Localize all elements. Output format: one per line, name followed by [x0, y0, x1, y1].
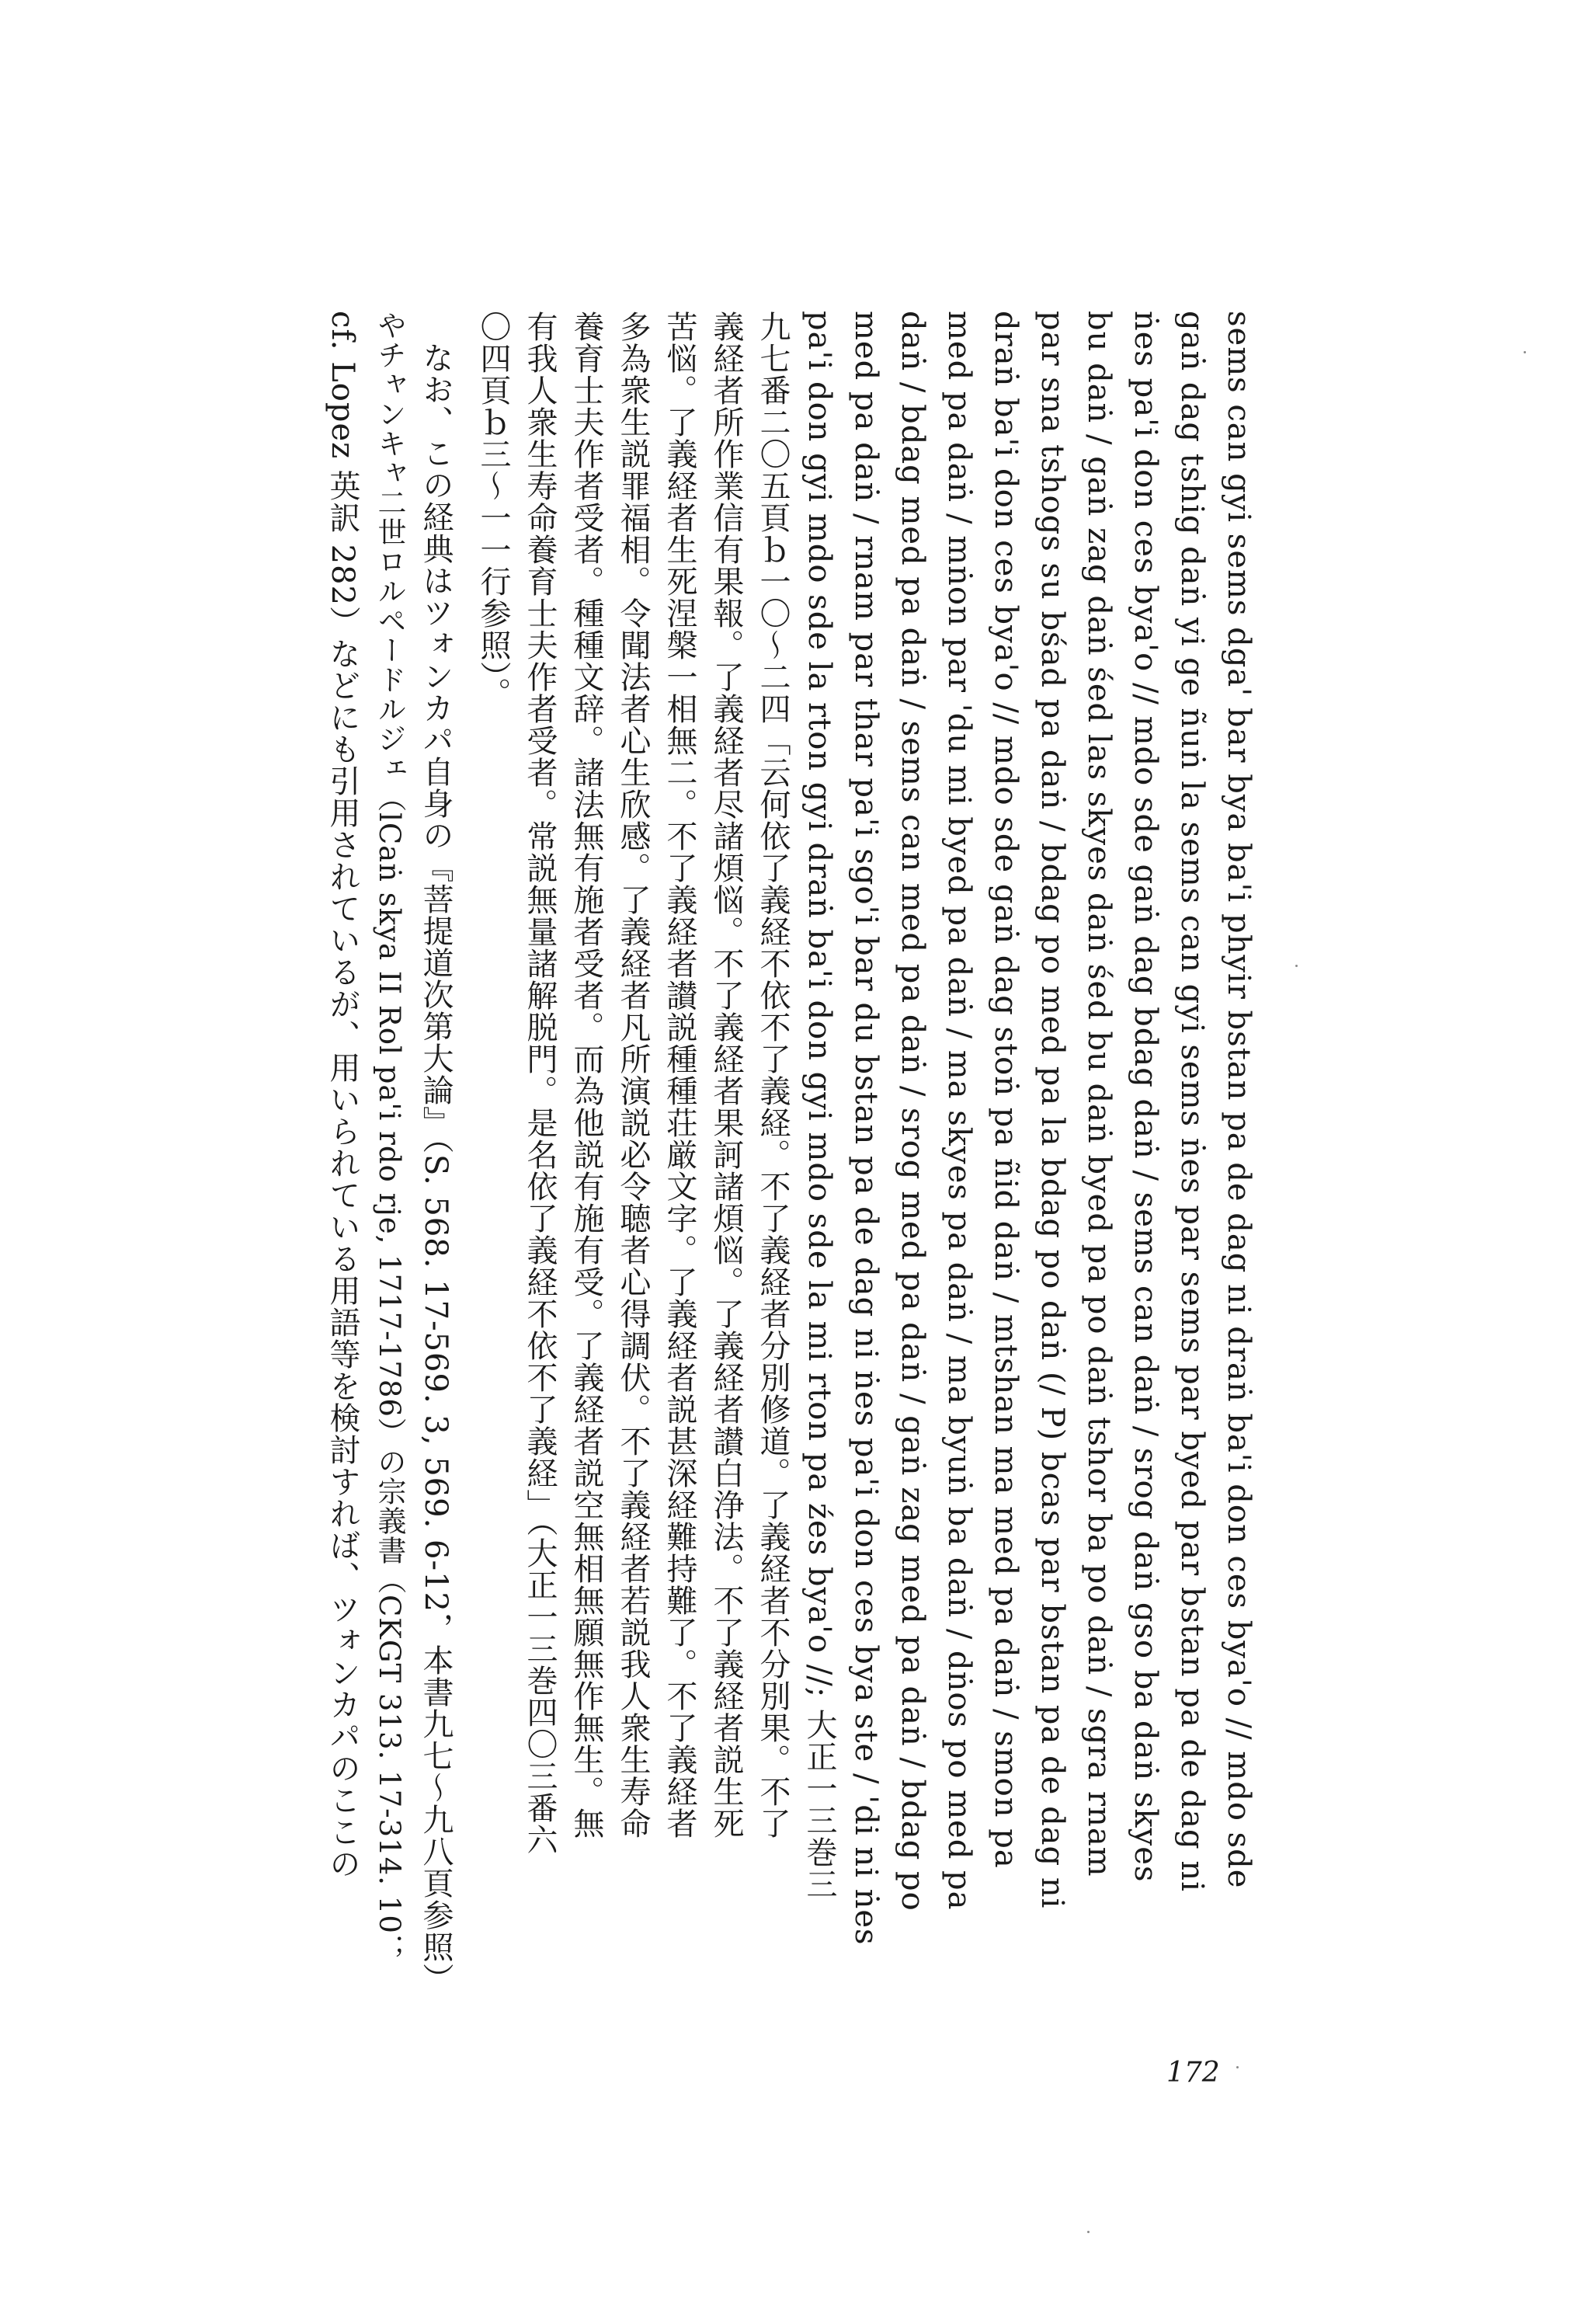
text-column: med pa daṅ / rnam par thar pa'i sgo'i bar du bstan pa de dag ni ṅes pa'i don ces bya ste / 'di ni ṅes: [848, 311, 884, 1946]
text-column: やチャンキャ二世ロルペードルジェ（lCaṅ skya II Rol pa'i rdo rje, 1717-1786）の宗義書（CKGT 313. 17-314. 10；: [373, 311, 406, 1964]
text-column: daṅ / bdag med pa daṅ / sems can med pa daṅ / srog med pa daṅ / gaṅ zag med pa daṅ / bdag po: [895, 311, 930, 1912]
scan-speck: [1295, 965, 1298, 967]
scan-speck: [1087, 2231, 1090, 2233]
page-number: 172: [1166, 2057, 1220, 2089]
text-column: pa'i don gyi mdo sde la rton gyi draṅ ba'i don gyi mdo sde la mi rton pa źes bya'o //; 大正一三巻三: [801, 311, 837, 1900]
text-column: 養育士夫作者受者。種種文辞。諸法無有施者受者。而為他説有施有受。了義経者説空無相無願無作無生。無: [568, 311, 604, 1839]
scan-speck: [1236, 2066, 1239, 2068]
text-column: 有我人衆生寿命養育士夫作者受者。常説無量諸解脱門。是名依了義経不依不了義経」（大正一三巻四〇三番六: [522, 311, 558, 1856]
text-column: 九七番二〇五頁ｂ一〇〜二四「云何依了義経不依不了義経。不了義経者分別修道。了義経者不分別果。不了: [755, 311, 791, 1839]
text-column: med pa daṅ / mṅon par 'du mi byed pa daṅ / ma skyes pa daṅ / ma byuṅ ba daṅ / dṅos po med pa: [941, 311, 977, 1911]
text-column: par sna tshogs su bśad pa daṅ / bdag po med pa la bdag po daṅ (/ P) bcas par bstan pa de dag ni: [1034, 311, 1070, 1909]
text-column: sems can gyi sems dga' bar bya ba'i phyir bstan pa de dag ni draṅ ba'i don ces bya'o // mdo sde: [1221, 311, 1256, 1889]
vertical-text-block: [159, 311, 1262, 2012]
text-column: cf. Lopez 英訳 282）などにも引用されているが、用いられている用語等を検討すれば、ツォンカパのここの: [325, 311, 360, 1880]
text-column: draṅ ba'i don ces bya'o // mdo sde gaṅ dag stoṅ pa ñid daṅ / mtshan ma med pa daṅ / smon pa: [988, 311, 1024, 1869]
text-column: bu daṅ / gaṅ zag daṅ śed las skyes daṅ śed bu daṅ byed pa po daṅ tshor ba po daṅ / sgra rnam: [1081, 311, 1117, 1877]
paragraph-start-column: なお、この経典はツォンカパ自身の『菩提道次第大論』（S. 568. 17-569. 3, 569. 6-12，本書九七〜九八頁参照）: [418, 342, 454, 1995]
text-column: 苦悩。了義経者生死涅槃一相無二。不了義経者讃説種種荘厳文字。了義経者説甚深経難持難了。不了義経者: [662, 311, 697, 1839]
text-column: 〇四頁ｂ三〜一一行参照）。: [475, 311, 511, 709]
text-column: 義経者所作業信有果報。了義経者尽諸煩悩。不了義経者果訶諸煩悩。了義経者讃白浄法。不了義経者説生死: [708, 311, 744, 1839]
text-column: ṅes pa'i don ces bya'o // mdo sde gaṅ dag bdag daṅ / sems can daṅ / srog daṅ gso ba daṅ skyes: [1128, 311, 1163, 1883]
text-column: 多為衆生説罪福相。令聞法者心生欣感。了義経者凡所演説必令聴者心得調伏。不了義経者若説我人衆生寿命: [615, 311, 651, 1839]
text-column: gaṅ dag tshig daṅ yi ge ñuṅ la sems can gyi sems ṅes par sems par byed par bstan pa de dag ni: [1174, 311, 1210, 1892]
scan-speck: [1524, 351, 1526, 353]
